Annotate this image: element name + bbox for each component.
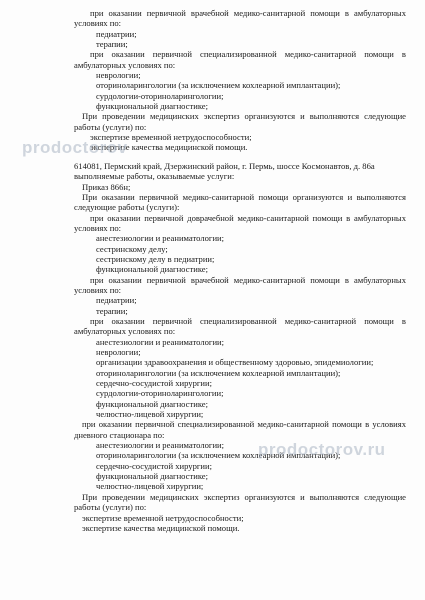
- text-line: условиях по:: [74, 222, 122, 233]
- text-line: экспертизе качества медицинской помощи.: [90, 142, 248, 153]
- text-line: сестринскому делу;: [96, 243, 168, 254]
- text-line: терапии;: [96, 39, 128, 50]
- license-text-body: [74, 8, 406, 533]
- text-line: сурдологии-оториноларингологии;: [96, 388, 224, 399]
- text-line: функциональной диагностике;: [96, 264, 209, 275]
- text-line: оториноларингологии (за исключением кохлеарной имплантации);: [96, 80, 341, 91]
- text-line: оториноларингологии (за исключением кохлеарной имплантации);: [96, 450, 341, 461]
- text-line: функциональной диагностике;: [96, 471, 209, 482]
- text-line: Приказ 866н;: [82, 181, 131, 192]
- text-line: педиатрии;: [96, 28, 137, 39]
- text-line: работы (услуги) по:: [74, 502, 147, 513]
- text-line: следующие работы (услуги):: [74, 202, 180, 213]
- text-line: дневного стационара по:: [74, 429, 165, 440]
- text-line: сердечно-сосудистой хирургии;: [96, 460, 213, 471]
- text-line: оториноларингологии (за исключением кохлеарной имплантации);: [96, 367, 341, 378]
- watermark-top: prodoctorov: [22, 138, 128, 157]
- text-line: экспертизе временной нетрудоспособности;: [90, 132, 252, 143]
- text-line: анестезиологии и реаниматологии;: [96, 233, 225, 244]
- text-line: анестезиологии и реаниматологии;: [96, 336, 225, 347]
- text-line: сурдологии-оториноларингологии;: [96, 90, 224, 101]
- text-line: выполняемые работы, оказываемые услуги:: [74, 171, 235, 182]
- text-line: функциональной диагностике;: [96, 101, 209, 112]
- text-line: при оказании первичной доврачебной медико-санитарной помощи в амбулаторных: [90, 212, 406, 223]
- text-line: терапии;: [96, 305, 128, 316]
- watermark-bottom: prodoctorov.ru: [258, 440, 386, 459]
- text-line: при оказании первичной врачебной медико-санитарной помощи в амбулаторных: [90, 8, 406, 18]
- text-line: при оказании первичной врачебной медико-санитарной помощи в амбулаторных: [90, 274, 406, 285]
- text-line: челюстно-лицевой хирургии;: [96, 409, 204, 420]
- text-line: экспертизе временной нетрудоспособности;: [82, 512, 244, 523]
- text-line: сердечно-сосудистой хирургии;: [96, 378, 213, 389]
- text-line: 614081, Пермский край, Дзержинский район, г. Пермь, шоссе Космонавтов, д. 86а: [74, 160, 375, 171]
- text-line: При проведении медицинских экспертиз организуются и выполняются следующие: [82, 491, 406, 502]
- text-line: челюстно-лицевой хирургии;: [96, 481, 204, 492]
- text-line: амбулаторных условиях по:: [74, 326, 176, 337]
- text-line: педиатрии;: [96, 295, 137, 306]
- text-line: условиях по:: [74, 18, 122, 29]
- text-line: сестринскому делу в педиатрии;: [96, 253, 215, 264]
- text-line: При проведении медицинских экспертиз организуются и выполняются следующие: [82, 111, 406, 122]
- text-line: функциональной диагностике;: [96, 398, 209, 409]
- text-line: условиях по:: [74, 284, 122, 295]
- text-line: организации здравоохранения и общественному здоровью, эпидемиологии;: [96, 357, 374, 368]
- text-line: неврологии;: [96, 347, 141, 357]
- text-line: анестезиологии и реаниматологии;: [96, 440, 225, 451]
- text-line: неврологии;: [96, 70, 141, 81]
- text-line: при оказании первичной специализированной медико-санитарной помощи в: [90, 315, 406, 326]
- section-gap: [74, 153, 406, 161]
- text-line: работы (услуги) по:: [74, 121, 147, 132]
- text-line: При оказании первичной медико-санитарной помощи организуются и выполняются: [82, 191, 406, 202]
- text-line: амбулаторных условиях по:: [74, 59, 176, 70]
- text-line: экспертизе качества медицинской помощи.: [82, 522, 240, 533]
- text-line: при оказании первичной специализированной медико-санитарной помощи в: [90, 49, 406, 60]
- text-line: при оказании первичной специализированной медико-санитарной помощи в условиях: [82, 419, 406, 430]
